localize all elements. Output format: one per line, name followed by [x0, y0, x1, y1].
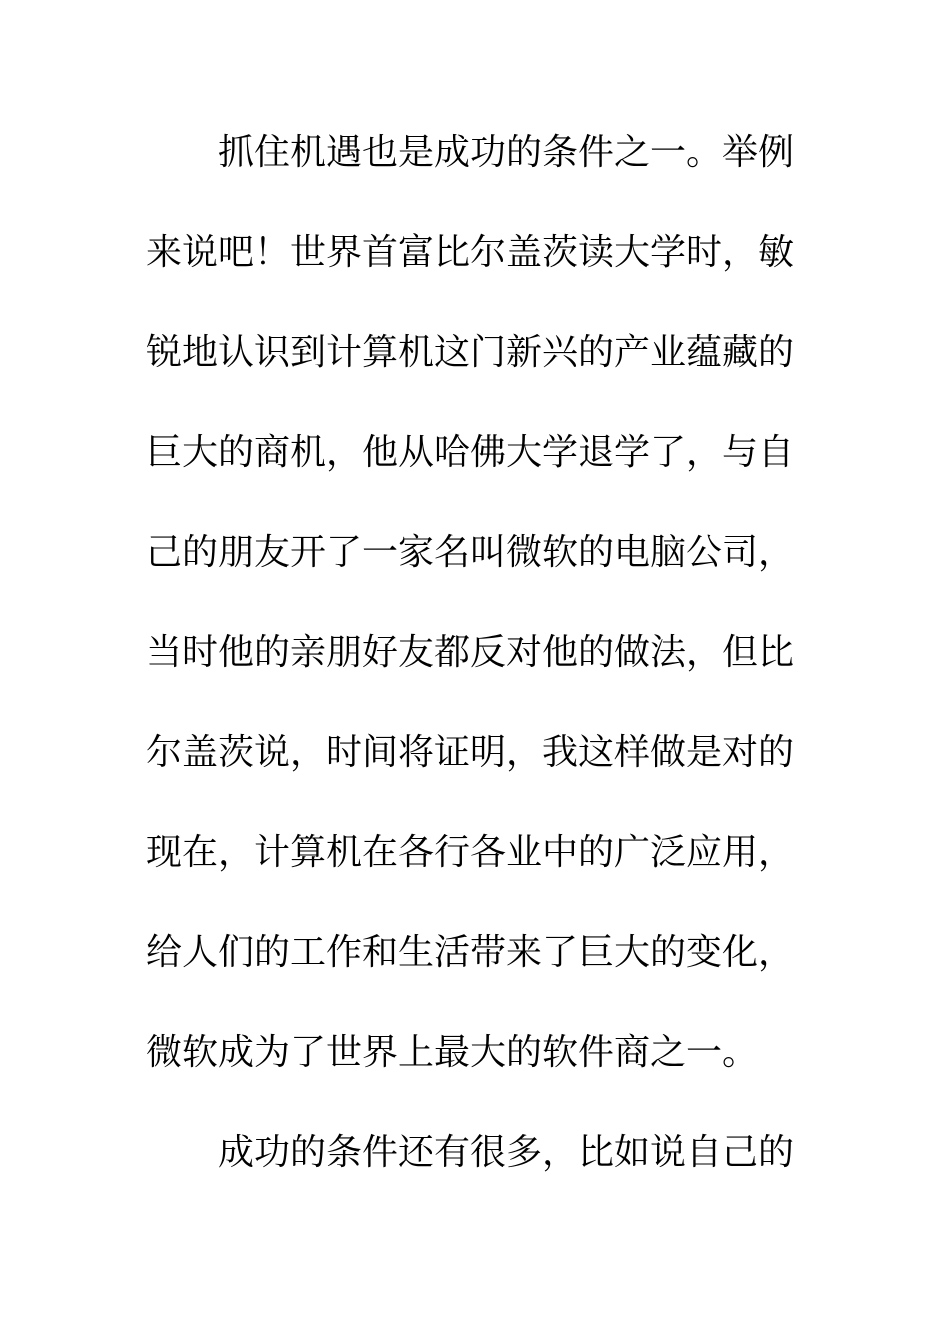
paragraph-1-line-2: 来说吧！世界首富比尔盖茨读大学时，敏	[146, 232, 795, 273]
paragraph-1-line-6: 当时他的亲朋好友都反对他的做法，但比	[146, 632, 795, 673]
paragraph-1-line-1: 抓住机遇也是成功的条件之一。举例	[218, 132, 795, 173]
paragraph-1-line-10: 微软成为了世界上最大的软件商之一。	[146, 1032, 759, 1073]
paragraph-1-line-9: 给人们的工作和生活带来了巨大的变化，	[146, 932, 795, 973]
paragraph-1-line-5: 己的朋友开了一家名叫微软的电脑公司，	[146, 532, 795, 573]
paragraph-1-line-7: 尔盖茨说，时间将证明，我这样做是对的	[146, 732, 795, 773]
paragraph-1-line-3: 锐地认识到计算机这门新兴的产业蕴藏的	[146, 332, 795, 373]
paragraph-2-line-1: 成功的条件还有很多，比如说自己的	[218, 1132, 795, 1173]
paragraph-1-line-4: 巨大的商机，他从哈佛大学退学了，与自	[146, 432, 795, 473]
body-text	[146, 121, 806, 1221]
paragraph-1-line-8: 现在，计算机在各行各业中的广泛应用，	[146, 832, 795, 873]
